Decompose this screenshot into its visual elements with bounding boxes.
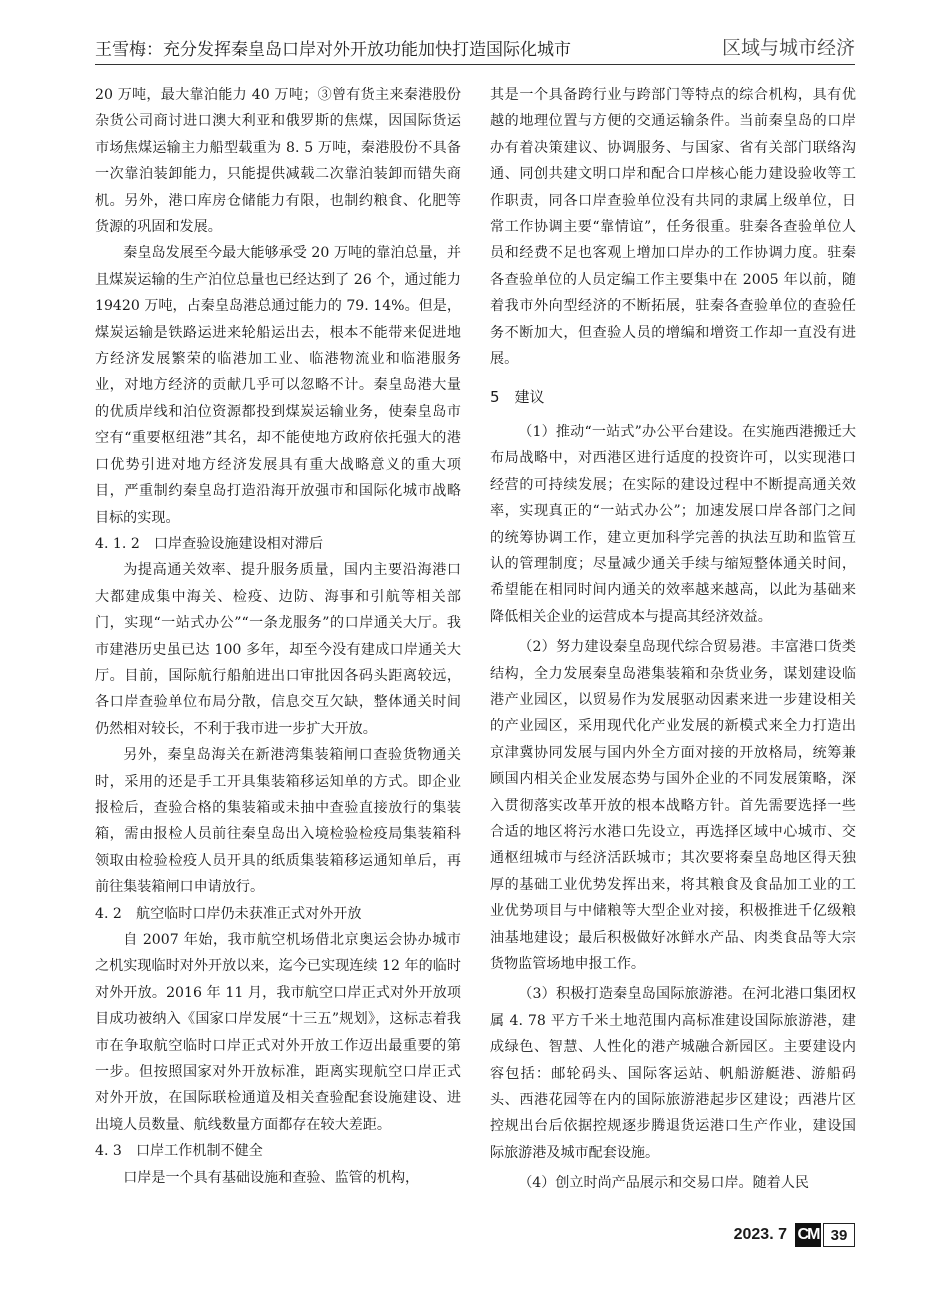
- paragraph: 另外，秦皇岛海关在新港湾集装箱闸口查验货物通关时，采用的还是手工开具集装箱移运知单的方式。即企业报检后，查验合格的集装箱或未抽中查验直接放行的集装箱，需由报检人员前往秦皇岛出入境检验检疫局集装箱科领取由检验检疫人员开具的纸质集装箱移运通知单后，再前往集装箱闸口申请放行。: [95, 747, 461, 896]
- running-header: [95, 34, 855, 65]
- right-column: [490, 82, 856, 1197]
- chapter-heading: 5 建议: [490, 388, 545, 407]
- section-heading: 4. 3 口岸工作机制不健全: [95, 1143, 263, 1160]
- left-column: [95, 82, 461, 1191]
- paragraph: 秦皇岛发展至今最大能够承受 20 万吨的靠泊总量，并且煤炭运输的生产泊位总量也已经达到了 26 个，通过能力 19420 万吨，占秦皇岛港总通过能力的 79. 14%。但是，煤炭运输是铁路运进来轮船运出去，根本不能带来促进地方经济发展繁荣的临港加工业、临港物流业和临港服务业，对地方经济的贡献几乎可以忽略不计。秦皇岛港大量的优质岸线和泊位资源都投到煤炭运输业务，使秦皇岛市空有“重要枢纽港”其名，却不能使地方政府依托强大的港口优势引进对地方经济发展具有重大战略意义的重大项目，严重制约秦皇岛打造沿海开放强市和国际化城市战略目标的实现。: [95, 245, 461, 526]
- subsection-heading: 4. 1. 2 口岸查验设施建设相对滞后: [95, 535, 324, 552]
- journal-logo-icon: CM: [795, 1223, 821, 1247]
- paragraph: （2）努力建设秦皇岛现代综合贸易港。丰富港口货类结构，全力发展秦皇岛港集装箱和杂货业务，谋划建设临港产业园区，以贸易作为发展驱动因素来进一步建设相关的产业园区，采用现代化产业发展的新模式来全力打造出京津冀协同发展与国内外全方面对接的开放格局，统筹兼顾国内相关企业发展态势与国外企业的不同发展策略，深入贯彻落实改革开放的根本战略方针。首先需要选择一些合适的地区将污水港口先设立，再选择区域中心城市、交通枢纽城市与经济活跃城市；其次要将秦皇岛地区得天独厚的基础工业优势发挥出来，将其粮食及食品加工业的工业优势项目与中储粮等大型企业对接，积极推进千亿级粮油基地建设；最后积极做好冰鲜水产品、肉类食品等大宗货物监管场地申报工作。: [490, 639, 856, 972]
- header-section-name: 区域与城市经济: [721, 37, 855, 59]
- paragraph: （3）积极打造秦皇岛国际旅游港。在河北港口集团权属 4. 78 平方千米土地范围内高标准建设国际旅游港，建成绿色、智慧、人性化的港产城融合新园区。主要建设内容包括：邮轮码头、国际客运站、帆船游艇港、游船码头、西港花园等在内的国际旅游港起步区建设；西港片区控规出台后依据控规逐步腾退货运港口生产作业，建设国际旅游港及城市配套设施。: [490, 986, 856, 1161]
- header-article-title: 王雪梅：充分发挥秦皇岛口岸对外开放功能加快打造国际化城市: [95, 40, 571, 60]
- section-heading: 4. 2 航空临时口岸仍未获准正式对外开放: [95, 905, 362, 922]
- paragraph: 20 万吨，最大靠泊能力 40 万吨；③曾有货主来秦港股份杂货公司商讨进口澳大利亚和俄罗斯的焦煤，因国际货运市场焦煤运输主力船型载重为 8. 5 万吨，秦港股份不具备一次靠泊装卸能力，只能提供减载二次靠泊装卸而错失商机。另外，港口库房仓储能力有限，也制约粮食、化肥等货源的巩固和发展。: [95, 87, 461, 236]
- paragraph: 其是一个具备跨行业与跨部门等特点的综合机构，具有优越的地理位置与方便的交通运输条件。当前秦皇岛的口岸办有着决策建议、协调服务、与国家、省有关部门联络沟通、同创共建文明口岸和配合口岸核心能力建设验收等工作职责，同各口岸查验单位没有共同的隶属上级单位，日常工作协调主要“靠情谊”，任务很重。驻秦各查验单位人员和经费不足也客观上增加口岸办的工作协调力度。驻秦各查验单位的人员定编工作主要集中在 2005 年以前，随着我市外向型经济的不断拓展，驻秦各查验单位的查验任务不断加大，但查验人员的增编和增资工作却一直没有进展。: [490, 87, 856, 368]
- page-footer: [734, 1222, 855, 1248]
- paragraph: 为提高通关效率、提升服务质量，国内主要沿海港口大都建成集中海关、检疫、边防、海事和引航等相关部门，实现“一站式办公”“一条龙服务”的口岸通关大厅。我市建港历史虽已达 100 多年，却至今没有建成口岸通关大厅。目前，国际航行船舶进出口审批因各码头距离较远，各口岸查验单位布局分散，信息交互欠缺，整体通关时间仍然相对较长，不利于我市进一步扩大开放。: [95, 562, 461, 737]
- paragraph: 口岸是一个具有基础设施和查验、监管的机构，: [123, 1169, 420, 1186]
- paragraph: （1）推动“一站式”办公平台建设。在实施西港搬迁大布局战略中，对西港区进行适度的投资许可，以实现港口经营的可持续发展；在实际的建设过程中不断提高通关效率，实现真正的“一站式办公”；加速发展口岸各部门之间的统筹协调工作，建立更加科学完善的执法互助和监管互认的管理制度；尽量减少通关手续与缩短整体通关时间，希望能在相同时间内通关的效率越来越高，以此为基础来降低相关企业的运营成本与提高其经济效益。: [490, 423, 856, 625]
- paragraph: （4）创立时尚产品展示和交易口岸。随着人民: [518, 1175, 810, 1192]
- issue-date: 2023. 7: [733, 1226, 787, 1243]
- page-number: 39: [823, 1223, 855, 1247]
- paragraph: 自 2007 年始，我市航空机场借北京奥运会协办城市之机实现临时对外开放以来，迄今已实现连续 12 年的临时对外开放。2016 年 11 月，我市航空口岸正式对外开放项目成功被纳入《国家口岸发展“十三五”规划》，这标志着我市在争取航空临时口岸正式对外开放工作迈出最重要的第一步。但按照国家对外开放标准，距离实现航空口岸正式对外开放，在国际联检通道及相关查验配套设施建设、进出境人员数量、航线数量方面都存在较大差距。: [95, 932, 461, 1133]
